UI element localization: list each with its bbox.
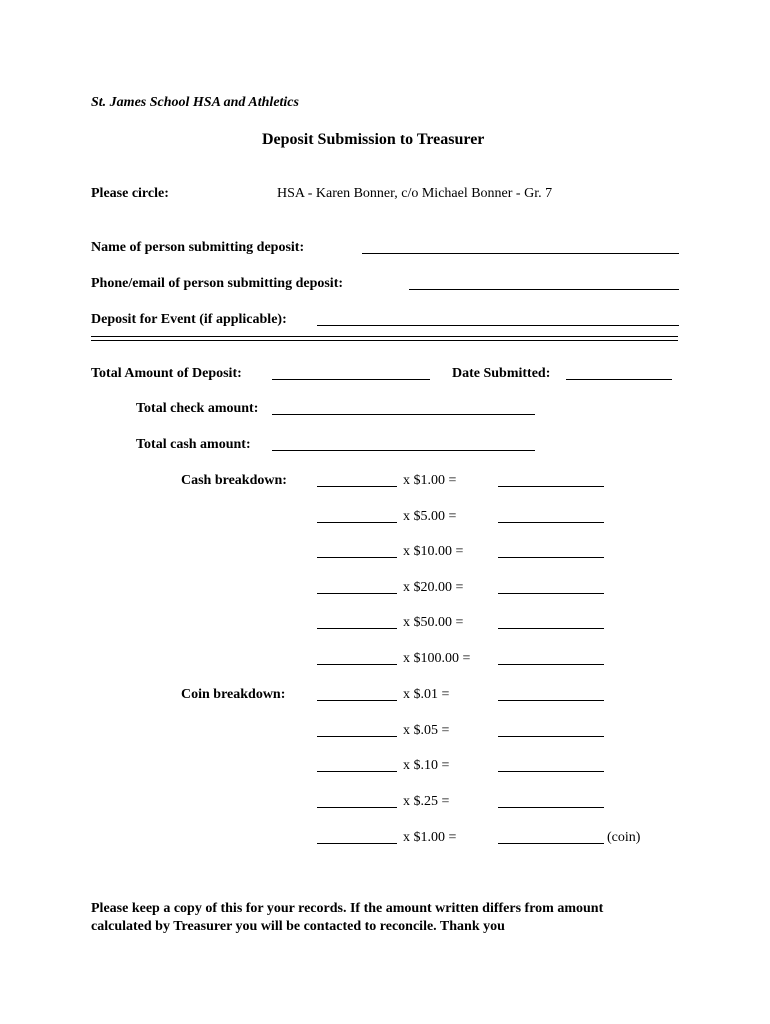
date-submitted-field[interactable] <box>566 379 672 380</box>
organization-name: St. James School HSA and Athletics <box>91 95 299 110</box>
count-field[interactable] <box>317 628 397 629</box>
denomination-label: x $10.00 = <box>403 544 464 559</box>
denomination-label: x $.10 = <box>403 758 450 773</box>
subtotal-field[interactable] <box>498 771 604 772</box>
denomination-label: x $100.00 = <box>403 651 471 666</box>
cash-breakdown-label: Cash breakdown: <box>181 473 287 488</box>
denomination-label: x $1.00 = <box>403 830 457 845</box>
subtotal-field[interactable] <box>498 593 604 594</box>
event-field[interactable] <box>317 325 679 326</box>
denomination-label: x $50.00 = <box>403 615 464 630</box>
count-field[interactable] <box>317 664 397 665</box>
total-deposit-field[interactable] <box>272 379 430 380</box>
denomination-label: x $.01 = <box>403 687 450 702</box>
count-field[interactable] <box>317 843 397 844</box>
subtotal-field[interactable] <box>498 736 604 737</box>
coin-breakdown-label: Coin breakdown: <box>181 687 286 702</box>
subtotal-field[interactable] <box>498 843 604 844</box>
total-cash-field[interactable] <box>272 450 535 451</box>
subtotal-field[interactable] <box>498 628 604 629</box>
double-divider <box>91 336 678 341</box>
coin-suffix: (coin) <box>607 830 641 845</box>
denomination-label: x $5.00 = <box>403 509 457 524</box>
subtotal-field[interactable] <box>498 807 604 808</box>
name-field[interactable] <box>362 253 679 254</box>
denomination-label: x $.25 = <box>403 794 450 809</box>
circle-label: Please circle: <box>91 186 169 201</box>
page-title: Deposit Submission to Treasurer <box>262 131 485 148</box>
phone-email-label: Phone/email of person submitting deposit: <box>91 276 344 291</box>
denomination-label: x $1.00 = <box>403 473 457 488</box>
subtotal-field[interactable] <box>498 664 604 665</box>
circle-value: HSA - Karen Bonner, c/o Michael Bonner - Gr. 7 <box>277 186 553 201</box>
footer-note-line2: calculated by Treasurer you will be contacted to reconcile. Thank you <box>91 919 505 934</box>
subtotal-field[interactable] <box>498 557 604 558</box>
subtotal-field[interactable] <box>498 700 604 701</box>
count-field[interactable] <box>317 486 397 487</box>
total-check-field[interactable] <box>272 414 535 415</box>
date-submitted-label: Date Submitted: <box>452 366 551 381</box>
denomination-label: x $20.00 = <box>403 580 464 595</box>
name-label: Name of person submitting deposit: <box>91 240 305 255</box>
count-field[interactable] <box>317 593 397 594</box>
total-cash-label: Total cash amount: <box>136 437 251 452</box>
count-field[interactable] <box>317 807 397 808</box>
count-field[interactable] <box>317 736 397 737</box>
event-label: Deposit for Event (if applicable): <box>91 312 287 327</box>
subtotal-field[interactable] <box>498 522 604 523</box>
total-deposit-label: Total Amount of Deposit: <box>91 366 242 381</box>
count-field[interactable] <box>317 522 397 523</box>
count-field[interactable] <box>317 771 397 772</box>
count-field[interactable] <box>317 557 397 558</box>
subtotal-field[interactable] <box>498 486 604 487</box>
phone-email-field[interactable] <box>409 289 679 290</box>
total-check-label: Total check amount: <box>136 401 259 416</box>
footer-note-line1: Please keep a copy of this for your records. If the amount written differs from amount <box>91 901 604 916</box>
denomination-label: x $.05 = <box>403 723 450 738</box>
count-field[interactable] <box>317 700 397 701</box>
